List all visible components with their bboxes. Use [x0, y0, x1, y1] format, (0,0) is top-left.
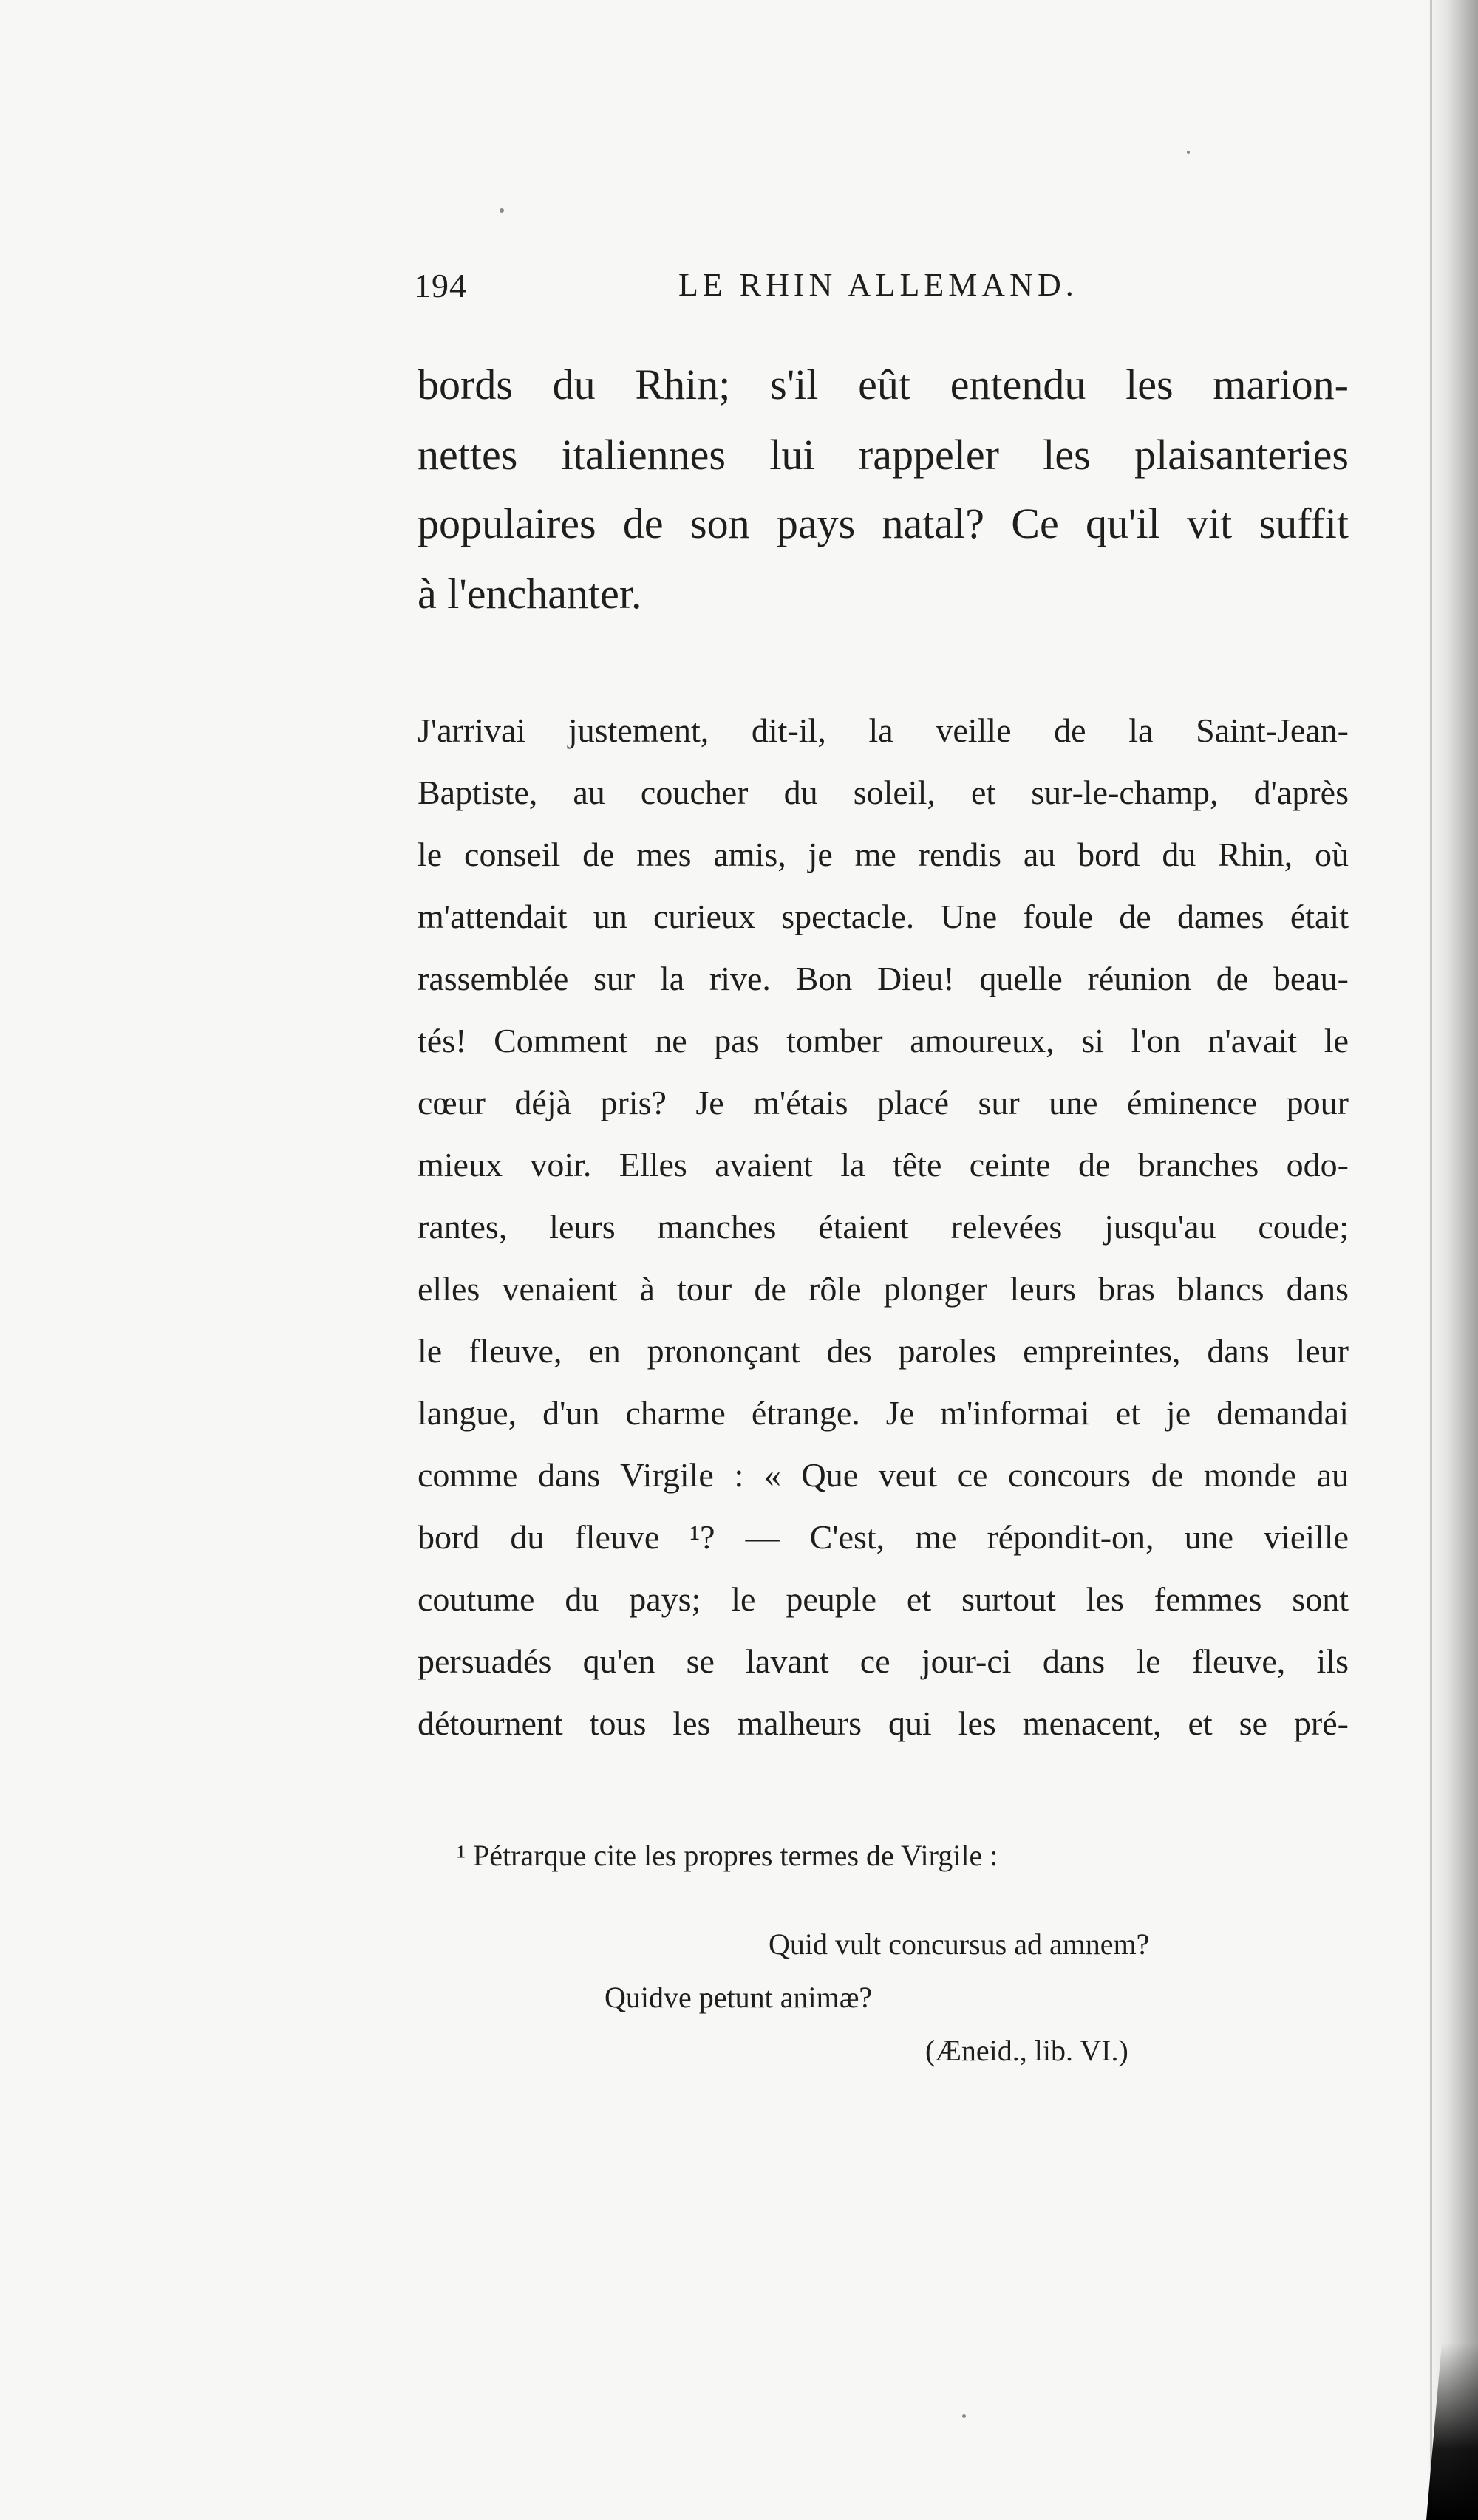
lead-text-line: à l'enchanter. — [418, 570, 642, 618]
body-text-line: elles venaient à tour de rôle plonger leurs bras blancs dans — [418, 1270, 1349, 1308]
body-text-line: cœur déjà pris? Je m'étais placé sur une éminence pour — [418, 1084, 1349, 1121]
body-text-line: tés! Comment ne pas tomber amoureux, si l'on n'avait le — [418, 1022, 1349, 1059]
body-text-line: comme dans Virgile : « Que veut ce concours de monde au — [418, 1456, 1349, 1494]
footnote-verse-line: Quid vult concursus ad amnem? — [769, 1927, 1150, 1961]
paper-speck — [962, 2414, 966, 2418]
body-text-line: rantes, leurs manches étaient relevées jusqu'au coude; — [418, 1208, 1349, 1246]
footnote-verse-line: Quidve petunt animæ? — [605, 1981, 873, 2014]
lead-text-line: nettes italiennes lui rappeler les plaisanteries — [418, 431, 1349, 479]
footnote-text: ¹ Pétrarque cite les propres termes de Virgile : — [457, 1839, 998, 1872]
body-text-line: persuadés qu'en se lavant ce jour-ci dans le fleuve, ils — [418, 1642, 1349, 1680]
body-text-line: rassemblée sur la rive. Bon Dieu! quelle réunion de beau- — [418, 960, 1349, 997]
body-text-line: coutume du pays; le peuple et surtout les femmes sont — [418, 1580, 1349, 1618]
body-text-line: le fleuve, en prononçant des paroles empreintes, dans leur — [418, 1332, 1349, 1370]
paper-speck — [500, 208, 504, 213]
lead-text-line: bords du Rhin; s'il eût entendu les marion- — [418, 361, 1349, 409]
page-edge-shadow — [1426, 0, 1478, 2520]
body-text-line: J'arrivai justement, dit-il, la veille de la Saint-Jean- — [418, 711, 1349, 749]
running-title: LE RHIN ALLEMAND. — [678, 267, 1078, 303]
paper-speck — [1187, 151, 1190, 154]
body-text-line: mieux voir. Elles avaient la tête ceinte de branches odo- — [418, 1146, 1349, 1184]
body-text-line: détournent tous les malheurs qui les menacent, et se pré- — [418, 1704, 1349, 1742]
body-text-line: Baptiste, au coucher du soleil, et sur-le-champ, d'après — [418, 774, 1349, 811]
body-text-line: m'attendait un curieux spectacle. Une foule de dames était — [418, 898, 1349, 935]
footnote-citation: (Æneid., lib. VI.) — [925, 2034, 1128, 2067]
lead-text-line: populaires de son pays natal? Ce qu'il vit suffit — [418, 499, 1349, 547]
page-number: 194 — [414, 267, 467, 304]
body-text-line: langue, d'un charme étrange. Je m'informai et je demandai — [418, 1394, 1349, 1432]
body-text-line: bord du fleuve ¹? — C'est, me répondit-on, une vieille — [418, 1518, 1349, 1556]
body-text-line: le conseil de mes amis, je me rendis au bord du Rhin, où — [418, 836, 1349, 873]
